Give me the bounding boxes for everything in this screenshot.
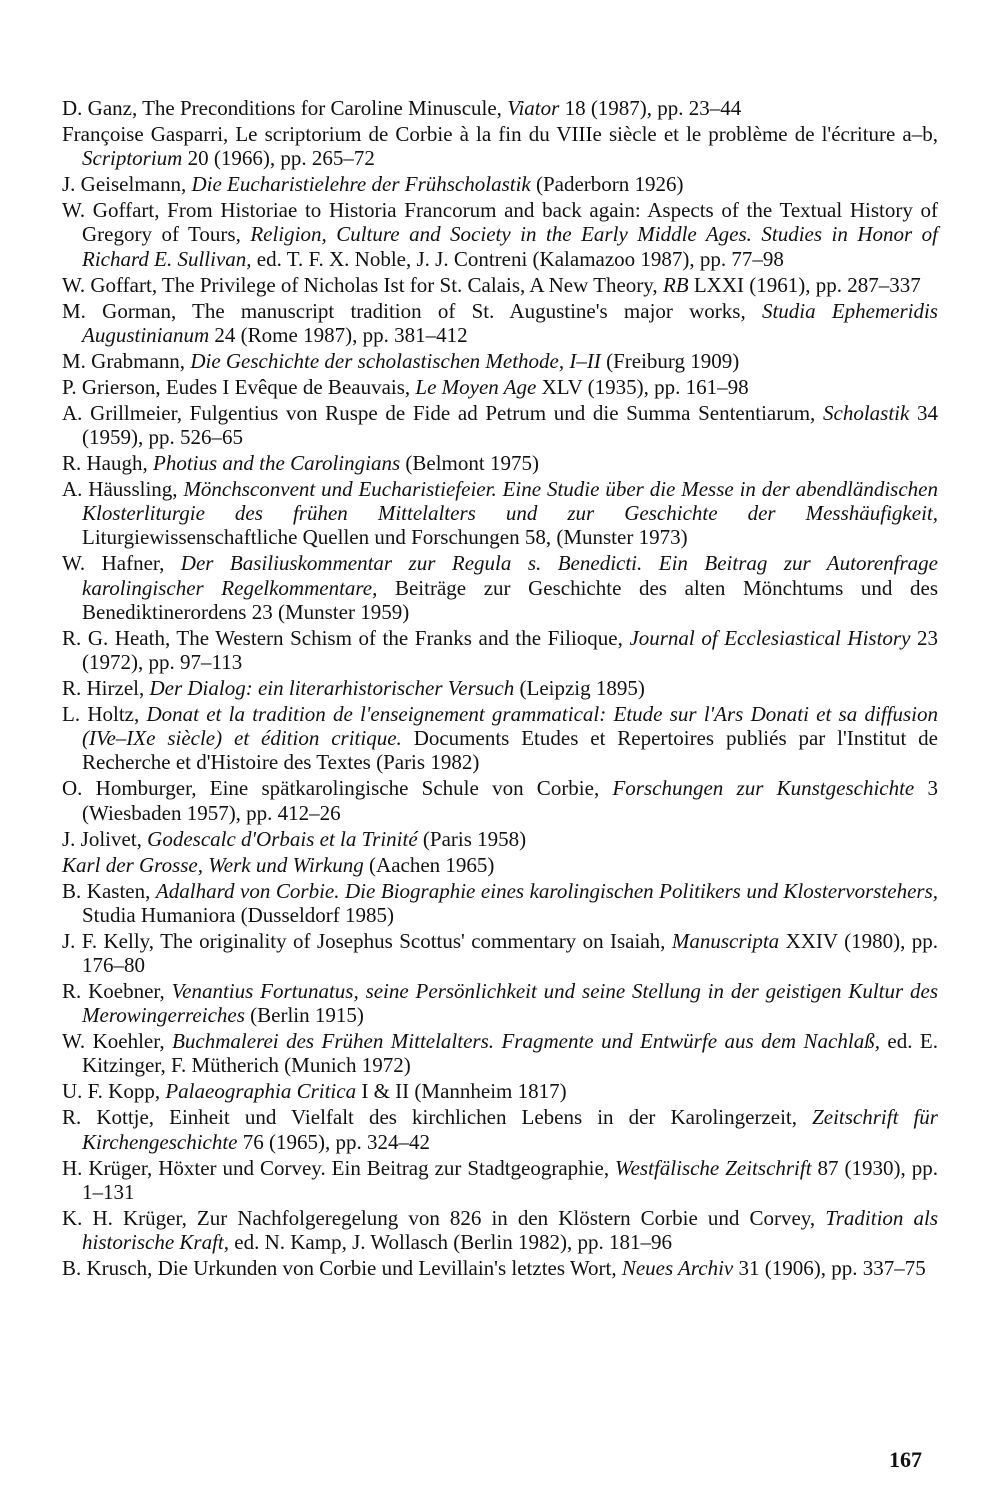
entry-title-italic: Die Eucharistielehre der Frühscholastik	[191, 172, 531, 197]
entry-text: J. Geiselmann,	[62, 172, 192, 197]
entry-title-italic: Zeitschrift für Kirchengeschichte	[82, 1105, 938, 1154]
entry-title-italic: Studia Ephemeridis Augustinianum	[82, 298, 938, 347]
entry-text: U. F. Kopp,	[62, 1079, 166, 1104]
entry-title-italic: Palaeographia Critica	[165, 1079, 357, 1104]
entry-text: (Freiburg 1909)	[600, 348, 740, 373]
entry-title-italic: Mönchsconvent und Eucharistiefeier. Eine Studie über die Messe in der abendländischen Klosterliturgie des frühen Mittelalters und zur Geschichte der Messhäufigkeit,	[82, 477, 938, 526]
bibliography-entry	[62, 349, 938, 373]
entry-title-italic: Viator	[507, 96, 560, 120]
bibliography-entry	[62, 776, 938, 824]
entry-title-italic: Buchmalerei des Frühen Mittelalters. Fragmente und Entwürfe aus dem Nachlaß,	[172, 1029, 880, 1054]
entry-text: 87 (1930), pp. 1–131	[82, 1155, 938, 1204]
entry-title-italic: Religion, Culture and Society in the Early Middle Ages. Studies in Honor of Richard E. Sullivan,	[82, 222, 938, 271]
bibliography-entry	[62, 879, 938, 927]
entry-text: 23 (1972), pp. 97–113	[82, 625, 939, 675]
bibliography-entry	[62, 172, 938, 196]
entry-title-italic: Scriptorium	[82, 146, 183, 171]
entry-text: ed. E. Kitzinger, F. Mütherich (Munich 1972)	[82, 1029, 939, 1078]
entry-text: (Paris 1958)	[417, 826, 527, 851]
entry-text: LXXI (1961), pp. 287–337	[688, 272, 921, 297]
bibliography-entry	[62, 401, 938, 449]
entry-text: ed. T. F. X. Noble, J. J. Contreni (Kalamazoo 1987), pp. 77–98	[251, 246, 784, 271]
bibliography-entry	[62, 299, 938, 347]
entry-text: (Aachen 1965)	[363, 852, 495, 877]
bibliography-entry	[62, 626, 938, 674]
bibliography-entry	[62, 1079, 938, 1103]
bibliography-entry	[62, 477, 938, 550]
entry-title-italic: Scholastik	[823, 400, 910, 425]
entry-text: (Paderborn 1926)	[530, 172, 684, 197]
entry-text: Françoise Gasparri, Le scriptorium de Corbie à la fin du VIIIe siècle et le problème de l'écriture a–b,	[62, 122, 938, 146]
entry-title-italic: Photius and the Carolingians	[153, 451, 401, 476]
entry-text: 24 (Rome 1987), pp. 381–412	[209, 322, 468, 347]
bibliography-entry	[62, 273, 938, 297]
bibliography-entry	[62, 1206, 938, 1254]
entry-text: R. Haugh,	[62, 451, 153, 476]
bibliography-entry	[62, 1105, 938, 1153]
bibliography-entry	[62, 979, 938, 1027]
entry-title-italic: RB	[662, 272, 689, 297]
bibliography-entry	[62, 122, 938, 170]
entry-title-italic: Westfälische Zeitschrift	[615, 1155, 812, 1180]
entry-text: Documents Etudes et Repertoires publiés par l'Institut de Recherche et d'Histoire des Textes (Paris 1982)	[82, 726, 938, 775]
entry-text: K. H. Krüger, Zur Nachfolgeregelung von 826 in den Klöstern Corbie und Corvey,	[62, 1205, 826, 1230]
entry-text: W. Koehler,	[62, 1029, 173, 1054]
bibliography-entry	[62, 929, 938, 977]
entry-text: 76 (1965), pp. 324–42	[237, 1129, 431, 1154]
page-number: 167	[889, 1447, 922, 1472]
bibliography-list	[62, 96, 938, 1282]
entry-text: 3 (Wiesbaden 1957), pp. 412–26	[82, 776, 939, 825]
entry-text: 34 (1959), pp. 526–65	[82, 400, 939, 450]
bibliography-entry	[62, 1256, 938, 1280]
bibliography-entry	[62, 827, 938, 851]
entry-text: Liturgiewissenschaftliche Quellen und Forschungen 58, (Munster 1973)	[82, 525, 688, 550]
entry-title-italic: Tradition als historische Kraft,	[82, 1205, 939, 1255]
entry-text: XXIV (1980), pp. 176–80	[82, 928, 938, 978]
entry-title-italic: Venantius Fortunatus, seine Persönlichkeit und seine Stellung in der geistigen Kultur des Merowingerreiches	[82, 979, 938, 1028]
entry-text: 20 (1966), pp. 265–72	[182, 146, 375, 171]
bibliography-entry	[62, 96, 938, 120]
entry-title-italic: Manuscripta	[671, 928, 780, 953]
entry-title-italic: Die Geschichte der scholastischen Methode, I–II	[190, 348, 601, 373]
entry-text: J. Jolivet,	[62, 826, 148, 851]
entry-text: I & II (Mannheim 1817)	[356, 1079, 567, 1104]
entry-text: (Belmont 1975)	[400, 451, 539, 476]
entry-title-italic: Donat et la tradition de l'enseignement grammatical: Etude sur l'Ars Donati et sa diffusion (IVe–IXe siècle) et édition critique.	[82, 702, 938, 751]
bibliography-entry	[62, 375, 938, 399]
entry-text: D. Ganz, The Preconditions for Caroline Minuscule,	[62, 96, 508, 120]
bibliography-entry	[62, 551, 938, 624]
bibliography-entry	[62, 198, 938, 271]
bibliography-entry	[62, 1156, 938, 1204]
entry-text: W. Goffart, From Historiae to Historia Francorum and back again: Aspects of the Textual History of Gregory of Tours,	[62, 198, 938, 247]
bibliography-entry	[62, 702, 938, 775]
entry-text: ed. N. Kamp, J. Wollasch (Berlin 1982), pp. 181–96	[229, 1230, 672, 1255]
bibliography-entry	[62, 1029, 938, 1077]
entry-title-italic: Der Basiliuskommentar zur Regula s. Benedicti. Ein Beitrag zur Autorenfrage karolingischer Regelkommentare,	[82, 551, 938, 600]
entry-text: Studia Humaniora (Dusseldorf 1985)	[82, 902, 395, 927]
entry-text: J. F. Kelly, The originality of Josephus Scottus' commentary on Isaiah,	[62, 928, 672, 953]
entry-text: R. Kottje, Einheit und Vielfalt des kirchlichen Lebens in der Karolingerzeit,	[62, 1105, 813, 1130]
entry-text: P. Grierson, Eudes I Evêque de Beauvais,	[62, 374, 416, 399]
entry-text: A. Häussling,	[62, 477, 184, 502]
entry-title-italic: Forschungen zur Kunstgeschichte	[612, 776, 915, 801]
entry-text: R. G. Heath, The Western Schism of the Franks and the Filioque,	[62, 625, 630, 650]
entry-text: R. Koebner,	[62, 979, 172, 1004]
entry-text: M. Gorman, The manuscript tradition of St. Augustine's major works,	[62, 298, 762, 323]
entry-text: W. Goffart, The Privilege of Nicholas Ist for St. Calais, A New Theory,	[62, 272, 663, 297]
entry-text: A. Grillmeier, Fulgentius von Ruspe de Fide ad Petrum und die Summa Sententiarum,	[62, 400, 823, 425]
entry-text: (Leipzig 1895)	[514, 676, 645, 701]
entry-text: Beiträge zur Geschichte des alten Mönchtums und des Benediktinerordens 23 (Munster 1959)	[82, 575, 938, 624]
bibliography-entry	[62, 853, 938, 877]
entry-title-italic: Der Dialog: ein literarhistorischer Versuch	[149, 676, 515, 701]
bibliography-entry	[62, 451, 938, 475]
entry-text: 18 (1987), pp. 23–44	[559, 96, 742, 120]
entry-title-italic: Journal of Ecclesiastical History	[629, 625, 911, 650]
entry-text: XLV (1935), pp. 161–98	[536, 374, 749, 399]
entry-text: (Berlin 1915)	[244, 1003, 364, 1028]
entry-title-italic: Adalhard von Corbie. Die Biographie eines karolingischen Politikers und Klostervorstehers,	[155, 878, 938, 903]
entry-text: O. Homburger, Eine spätkarolingische Schule von Corbie,	[62, 776, 613, 801]
entry-text: R. Hirzel,	[62, 676, 150, 701]
entry-text: B. Krusch, Die Urkunden von Corbie und Levillain's letztes Wort,	[62, 1256, 622, 1281]
entry-text: L. Holtz,	[62, 702, 147, 727]
entry-text: 31 (1906), pp. 337–75	[733, 1256, 926, 1281]
bibliography-entry	[62, 676, 938, 700]
entry-text: B. Kasten,	[62, 878, 156, 903]
entry-text: H. Krüger, Höxter und Corvey. Ein Beitrag zur Stadtgeographie,	[62, 1155, 616, 1180]
entry-title-italic: Neues Archiv	[621, 1256, 734, 1281]
entry-text: W. Hafner,	[62, 551, 181, 576]
entry-title-italic: Le Moyen Age	[415, 374, 537, 399]
entry-title-italic: Karl der Grosse, Werk und Wirkung	[62, 852, 364, 877]
entry-text: M. Grabmann,	[62, 348, 191, 373]
entry-title-italic: Godescalc d'Orbais et la Trinité	[147, 826, 418, 851]
